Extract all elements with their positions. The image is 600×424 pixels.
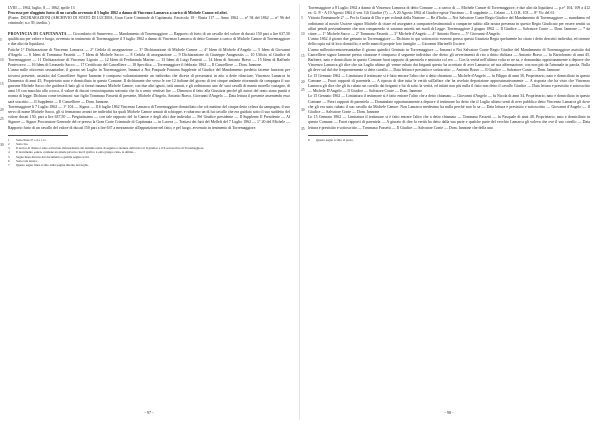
paragraph: L'anno milleottocentosessantadue il giorno quindici Gennaio in Torremaggiore — Innanzi a Noi Salvatore Conte Regio Giudice del Mandamento di Torremaggiore assistito dal Cancelliere signor Iannone presso citazione è comparso il seguente individuo che dietro gli avvertimenti di rito a dritto dichiara — Antonio Bravo — fu Bartolomeo di anni 45, Barbiere, nato e domiciliato in questo Comune fuori rapporto di parentela e amicizia col reo — Con la verità nell'ultima volta se ne sa, e domandato opportunamente a deporre che Vincenzo Lamarca gli dice che sia Luglio ultimo gli venne rubato dai briganti questo ha accettato di aver Lamarca; né sua affermazione, con non più da l'atnanale in parola. Nulla gli deve sul dal che frequentemente si dette cavallo — Data lettura e presistito e sottoscritto — Antonio Bravo — Il Giudice — Salvatore Conte — Dom. Iannone bbox=[308, 47, 590, 73]
page-gutter bbox=[299, 4, 300, 420]
footnote-rule bbox=[8, 135, 68, 136]
paragraph: Torremaggiore a 8 Luglio 1862 a danno di Vincenzo Lamarca di detto Comune — a carico di — Michele Camoe di Torremaggiore, e due altri da liquidarsi — p.e° 104, 109 a 412 ex. G. P. - A 19 Agosto 1862 il ven. Gli Giudice (?) — A 20 Agosto 1862 al Giudice egiste Vincenzo — Il supplente — Celano — L.O.R. 103 — 8° Vtr del 61. bbox=[308, 6, 590, 16]
margin-number: 20 bbox=[0, 108, 4, 113]
page-number: - 97 - bbox=[144, 410, 154, 415]
margin-number: 5 bbox=[0, 38, 2, 42]
paragraph bbox=[8, 32, 290, 48]
margin-number: 30 bbox=[301, 108, 305, 113]
footnote: 1 Sotto linee: P o d e r i a bbox=[8, 137, 46, 142]
right-page bbox=[301, 6, 590, 418]
margin-number: 5 bbox=[301, 16, 303, 20]
footnote: 3 Il doctor di chiere è stato ed inviato inferiormente dal termine eletta di seguire e ritenute dall'ottavo il Il giudice e il Il sottoscritto di Torremaggiore. bbox=[8, 146, 205, 151]
paragraph: Vittorio Emmanuele 2° — Per la Grazia di Dio e per volontà della Nazione — Re d'Italia — Noi Salvatore Conte Regio Giudice del Mandamento di Torremaggiore — mandiamo ed ordiniamo al nostro Usciere signor Michele di citare ed assegnare a comparire/testimoniali a comparire subito alla nostra presenza in questo Regio Giudicato per essere sentiti su affari penali personalmente che non comparendo vi saranno astretti nei modi di Legge. Torremaggiore 2 giugno 1862 — Il Giudice — Salvatore Conte — Dom. Iannone — * da citare — 1° Michele Sacco — 2° Tommaso Fassetti — 3° Michele d'Angelo — 4° Antonio Bravo — 5° Giovanni d'Angelo. bbox=[308, 16, 590, 37]
margin-number: 25 bbox=[301, 87, 305, 92]
paragraph: Fatiche 1° Dichiarazione di Vincenzo Lamarca — 2° Cedola di assegnazione — 3° Dichiarazione di Michele Camoe — 4° Idem di Michele d'Angelo — 5 Idem di Giovanni d'Angelo — 6 Idem di Tommaso Fassetti — 7 Idem di Michele Sacco — 8 Cedola di assegnazione — 9 Dichiarazione di Giuseppe Anagnostis — 10 Ufficio al Giudice di Torremaggiore — 11 Dichiarazione di Vincenzo Ligorio — 12 Idem di Ferdinando Marino — 13 Idem di Luigi Fantetti — 14 Idem di Antonio Bravo — 15 Idem di Raffaele Pontecorvo — 16 Idem di Leonardo Sacco — 17 Certificato del Cancelliere — 18 Specifica — Torremaggiore il febbraio 1862 — Il Cancelliere — Dom. Iannone. bbox=[8, 47, 290, 68]
footnote: 8 Questo segno scritto al posto. bbox=[308, 137, 354, 142]
paragraph: Torremaggiore li 7 Luglio 1862 — 1° 104 — Signor — Il 6 luglio 1862 Vincenzo Lamarca di Torremaggiore domiciliato che col mattino del cinque detto celava da campagna, il suo servo di nome Michele Sacco, gli si fermarono avanti tre individui fra quali Michele Camoe armati di schioppe, e rubarono un di lui cavallo che era guidato sotto il suo suddetto del valore ducati 150, pari a lire 637,50 — Pregiatissimo — con tale rapporto del fu Camoe e degli altri due individui — Pel Giudice presidente — Il Supplente Il Presidente — Al Signore — Signor Procuratore Generale del re presso la Gran Corte Criminale di Capitanata — in Lucera — Trattasi dei fatti del Mellefi del 7 Luglio 1862 — 1° 20 del Michele — Rapporto furto di un cavallo del valore di ducati 150 pari a lire 637 a mezzanotte all'apparizione nel fatto, e pel luogo, avvenuto in tenimento di Torremaggiore. bbox=[8, 104, 290, 130]
margin-number: 10 bbox=[0, 57, 4, 62]
margin-number: 15 bbox=[0, 82, 4, 87]
margin-number: 30 bbox=[0, 142, 4, 147]
footnote: 5 Segue linea diversa dal documento a gentile pagina scriti. bbox=[8, 154, 90, 159]
footnotes bbox=[8, 138, 290, 167]
paragraph-text: — Circondario di Sansevero — Mandamento di Torremaggiore — Rapporto di furto di un cavallo del valore di ducati 150 pari a lire 637,50 qualificato per valore e luogo, avvenuto in tenimento di Torremaggiore il 5 luglio 1862 a danno di Vincenzo Lamarca di detto Comune a carico di Michele Camoe di Torremaggiore e due altri da liquidarsi. bbox=[8, 32, 290, 47]
footnote: 7 Questo segno linea scritto sulla pagina interno del foglio. bbox=[8, 163, 89, 168]
footnote: 2 Sotto: ha. bbox=[8, 142, 29, 147]
paragraph: Lo 15 Gennaio 1862 — Limitatura il testimone si è fatto entrare l'altro che a detto chiamato — Michele d'Angelo — fu Filippo di anni 30, Proprietario, nato e domiciliato in questo Comune — Fuori rapporti di parentela — A riposta di dire tutta la verità sull'affare che ha rivelato deposizione approssimativamente — A risposta che ha visto che Vincenzo Lamarca gli dice che gli fu rubato un cavallo dai briganti e lui di sotto la verità, ed infatti non più nulla il fatto non detto il cavallo Giudice — Data lettura e presistito e sottoscritto — Michele D'Angelo — Il Giudice — Salvatore Conte — Dom. Iannone bbox=[308, 73, 590, 94]
document-header bbox=[8, 6, 290, 26]
header-line: Processo per sfugginto furto di un cavallo avvenuto il 5 luglio 1862 a danno di Vincenzo Lamarca a carico di Michele Camoe ed altri. bbox=[8, 11, 228, 15]
page-number: - 98 - bbox=[444, 410, 454, 415]
margin-number: 15 bbox=[301, 53, 305, 58]
drop-word: PROVINCIA DI CAPITANATA bbox=[8, 32, 67, 36]
footnote: 6 Sotto tale lettera. bbox=[8, 158, 38, 163]
footnote-rule bbox=[308, 135, 368, 136]
left-page bbox=[0, 6, 290, 418]
margin-number: 35 bbox=[301, 127, 305, 132]
paragraph: Lo 15 Gennaio 1862 — Limitatura il testimone si è fatto entrare l'altro che a detto chiamato — Giovanni d'Angelo — fu Nicola di anni 34, Proprietario, nato e domiciliato in questo Comune — Fuori rapporti di parentela — Domandato opportunamente a deporre il testimone ha detto che il Luglio ultimo sentì di aver pubblico detto Vincenzo Lamarca gli dove che gli era stato rubato il suo cavallo da Michele Camoe. Non Lamarca medesimo ha nulla perché non lo sa — Data lettura e presistito e sottoscritto — Giovanni d'Angelo — Il Giudice — Salvatore Conte — Dom. Iannone bbox=[308, 94, 590, 115]
paragraph: L'anno 1862 il giorno due gennaio in Torremaggiore — Dichiaro io qui sottoscritto essermi presso questa Giustizia Regia quelunente ho citato i detto descritti individui, ed ottenne della copia sul di loro domicilio, e nelle mani di proprie loro famiglie — Giovanni Marinelli Usciere. bbox=[308, 37, 590, 47]
footnote: 4 Il documento «anzi» contiene un pinale piccolo cioè il grafico è «ma gruppo ciòè» le ultime... bbox=[8, 150, 136, 155]
paragraph: Lo 15 Gennaio 1862 — Limitatura il testimone si è fatto entrare l'altro che a detto chiamato — Tommaso Fassetti — fu Pasquale di anni 48, Proprietario, nato e domiciliato in questo Comune — Fuori rapporti di parentela — A giurato di dire la verità ha detto dalla sua parte e qualche parte del vecchio Lamarca gli voleva che ove il suo cavallo — Data lettura e presistito e sottoscritto — Tommaso Fassetti — Il Giudice — Salvatore Conte — Dom. Iannone che della una bbox=[308, 115, 590, 130]
margin-number: 20 bbox=[301, 79, 305, 84]
header-line: LVIII — 1862, luglio, 8 — 1862, aprile 13 bbox=[8, 6, 75, 10]
paragraph: L'anno mille ottocento sessantadue, il giorno sei Luglio in Torremaggiore, Innanzi a Noi Pasquale Fontana Supplente al Giudice del Mandamento predetto facente funzioni per trovarsi presente, assistito dal Cancelliere Signor Iannone è comparso volontariamente un individuo che diceva di presentarsi in atto a dette rilasciare, Vincenzo Lamarca fu Domenico di anni 45, Proprietario nato e domiciliato in questo Comune. Il dichiarante che verso le ore 12 italiane del giorno di ieri cinque andante ritornando da campagna il suo garzone Michele Sacco che guidava il baio gli si fermò innanzi Michele Camoe, con due altri ignoti, tutti armati, e gli ordinarono uno de' suoi cavalli di manto morello castagno, di anni 10 con macchia alla crocca, il valore di ducati centocinquanta sottratto che fu a cento ventisei lire — Dimostra il fatto alla Giustizia perché gli autori del reato siano puniti a norma di legge. Dichiara come testimoni: suo figlio Tommaso Fassetti di presente, Michele d'Angelo, Antonio Bravo, Giovanni d'Angelo — Data lettura il presente assentendo esso sarà soscritto — Il Supplente — Il Cancelliere — Dom. Iannone. bbox=[8, 68, 290, 104]
header-line: (Fonte: DICHIARAZIONI (ARCHIVIO DI STATO DI LUCERA, Gran Corte Criminale di Capitanata. Fascicolo 18 - Busta 117 — Anno 1862 — n° 94 del 1862 — n° 96 del criminale; n.o 39, inedito.) bbox=[8, 16, 290, 25]
footnotes bbox=[308, 138, 590, 142]
margin-number: 10 bbox=[301, 32, 305, 37]
margin-number: 25 bbox=[0, 116, 4, 121]
